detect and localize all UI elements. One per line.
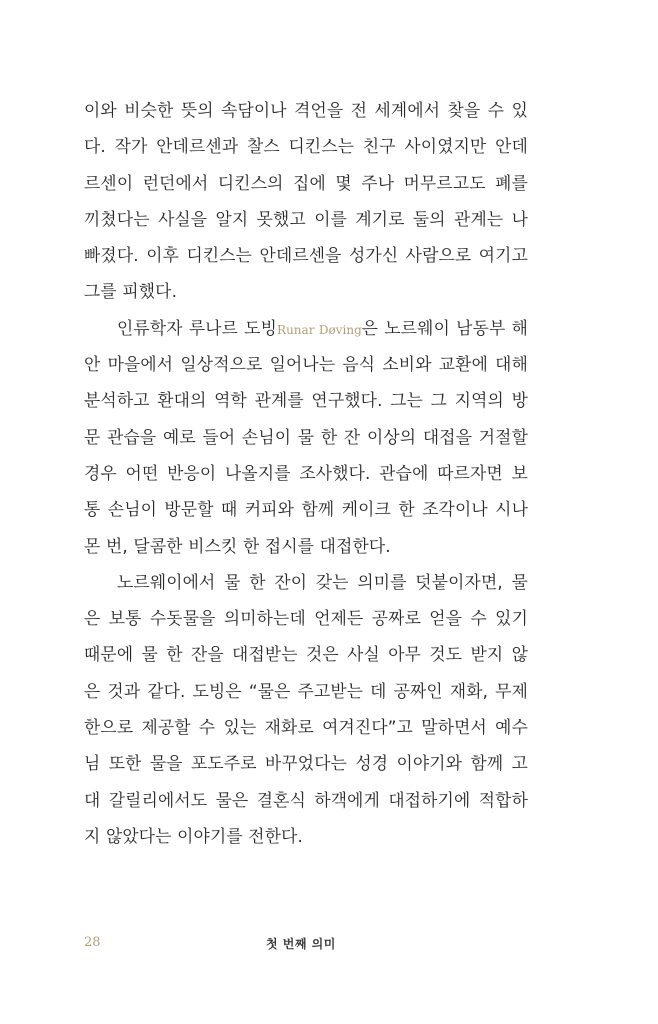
foreign-name-annotation: Runar Døving xyxy=(277,322,362,337)
text-line: 분석하고 환대의 역학 관계를 연구했다. 그는 그 지역의 방 xyxy=(84,390,528,411)
text-line: 님 또한 물을 포도주로 바꾸었다는 성경 이야기와 함께 고 xyxy=(84,753,528,774)
text-line: 이와 비슷한 뜻의 속담이나 격언을 전 세계에서 찾을 수 있 xyxy=(84,100,528,120)
text-line: 빠졌다. 이후 디킨스는 안데르센을 성가신 사람으로 여기고 xyxy=(84,245,528,266)
text-line: 그를 피했다. xyxy=(84,281,178,302)
paragraph-2 xyxy=(84,310,528,564)
text-line: 은 것과 같다. 도빙은 “물은 주고받는 데 공짜인 재화, 무제 xyxy=(84,680,528,701)
running-title: 첫 번째 의미 xyxy=(266,937,336,951)
text-line: 지 않았다는 이야기를 전한다. xyxy=(84,825,304,846)
page-body xyxy=(84,92,528,854)
text-line: 때문에 물 한 잔을 대접받는 것은 사실 아무 것도 받지 않 xyxy=(84,644,528,665)
text-line: 통 손님이 방문할 때 커피와 함께 케이크 한 조각이나 시나 xyxy=(84,499,528,520)
paragraph-1 xyxy=(84,92,528,310)
text-line: 끼쳤다는 사실을 알지 못했고 이를 계기로 둘의 관계는 나 xyxy=(84,208,528,229)
text-line: 다. 작가 안데르센과 찰스 디킨스는 친구 사이였지만 안데 xyxy=(84,136,528,157)
text-line: 르센이 런던에서 디킨스의 집에 몇 주나 머무르고도 폐를 xyxy=(84,172,528,193)
text-segment: 은 노르웨이 남동부 해 xyxy=(361,317,528,338)
text-line: 한으로 제공할 수 있는 재화로 여겨진다”고 말하면서 예수 xyxy=(84,717,528,738)
text-line: 대 갈릴리에서도 물은 결혼식 하객에게 대접하기에 적합하 xyxy=(84,789,528,810)
paragraph-3 xyxy=(84,564,528,854)
text-line: 경우 어떤 반응이 나올지를 조사했다. 관습에 따르자면 보 xyxy=(84,462,528,483)
text-line: 안 마을에서 일상적으로 일어나는 음식 소비와 교환에 대해 xyxy=(84,354,528,375)
page-footer xyxy=(84,935,528,955)
text-line: 문 관습을 예로 들어 손님이 물 한 잔 이상의 대접을 거절할 xyxy=(84,426,528,447)
text-segment: 인류학자 루나르 도빙 xyxy=(117,317,278,338)
text-line: 몬 번, 달콤한 비스킷 한 접시를 대접한다. xyxy=(84,535,391,556)
page-number: 28 xyxy=(84,935,101,950)
text-line xyxy=(84,310,528,346)
text-line: 은 보통 수돗물을 의미하는데 언제든 공짜로 얻을 수 있기 xyxy=(84,608,528,629)
text-line: 노르웨이에서 물 한 잔이 갖는 의미를 덧붙이자면, 물 xyxy=(117,571,528,592)
